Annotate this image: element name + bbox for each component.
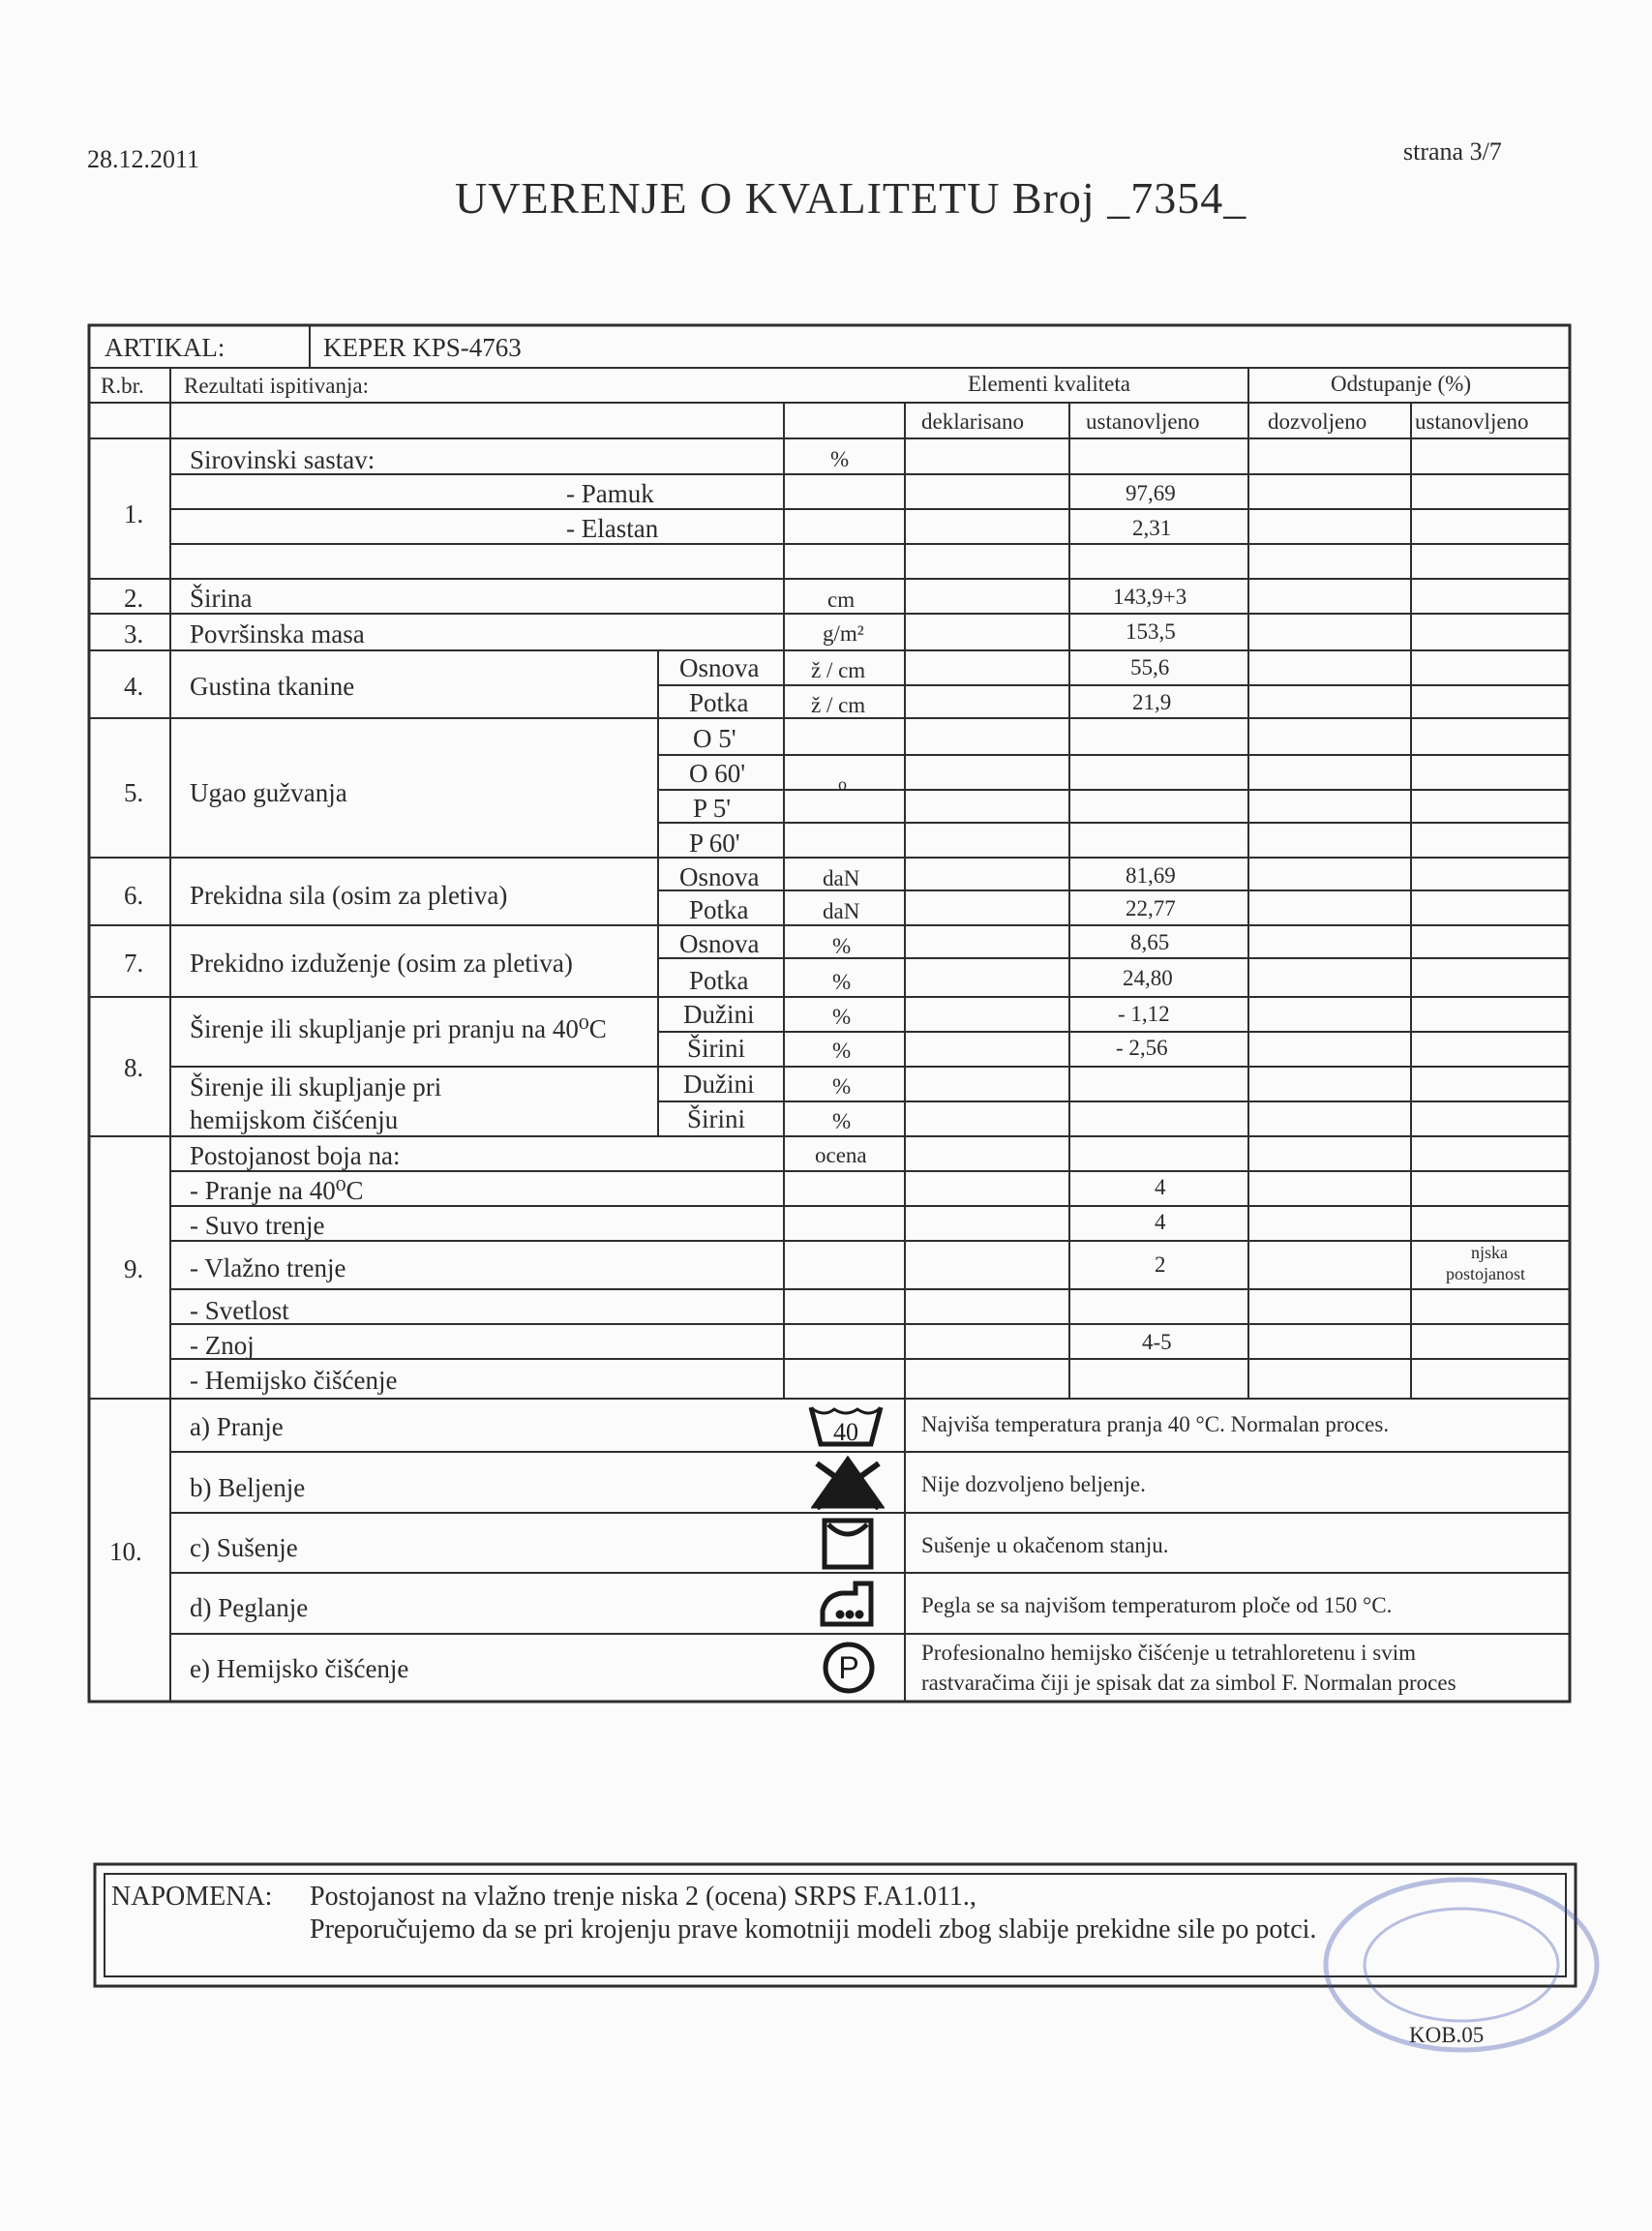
- document-title: UVERENJE O KVALITETU Broj _7354_: [455, 173, 1247, 223]
- row-name: Širenje ili skupljanje pri pranju na 40⁰C: [190, 1014, 607, 1043]
- row-number: 6.: [124, 881, 144, 910]
- row-sub-label: Potka: [689, 895, 749, 924]
- row-number: 4.: [124, 672, 144, 701]
- row-unit: o: [838, 774, 847, 794]
- row-value: 153,5: [1126, 619, 1176, 644]
- row-unit: %: [832, 1005, 852, 1029]
- row-value: 22,77: [1126, 896, 1176, 920]
- row-unit: daN: [823, 899, 860, 923]
- row-sub-label: - Pamuk: [566, 479, 654, 508]
- care-label: a) Pranje: [190, 1412, 284, 1441]
- col-allowed: dozvoljeno: [1268, 409, 1367, 434]
- row-name: Prekidno izduženje (osim za pletiva): [190, 949, 573, 978]
- row-unit: %: [832, 1109, 852, 1133]
- line-dry-icon: [821, 1517, 875, 1571]
- row-sub-label: Dužini: [683, 1070, 755, 1099]
- row-sub-label: Širini: [687, 1104, 746, 1133]
- row-name: Širenje ili skupljanje pri: [190, 1072, 442, 1101]
- col-rbr: R.br.: [101, 374, 144, 398]
- row-unit: ž / cm: [811, 658, 866, 682]
- row-name: Gustina tkanine: [190, 672, 355, 701]
- row-value: 97,69: [1126, 481, 1176, 505]
- row-sub-label: Dužini: [683, 1000, 755, 1029]
- row-unit: cm: [827, 588, 856, 612]
- row-sub-label: - Svetlost: [190, 1296, 289, 1325]
- row-value: 2: [1155, 1252, 1166, 1277]
- care-label: c) Sušenje: [190, 1533, 298, 1562]
- row-value: 24,80: [1123, 966, 1173, 990]
- dry-clean-letter: P: [838, 1650, 859, 1685]
- row-note: njska: [1471, 1243, 1508, 1262]
- row-number: 9.: [124, 1254, 144, 1283]
- row-sub-label: O 60': [689, 759, 746, 788]
- row-note: postojanost: [1446, 1264, 1526, 1283]
- row-number: 10.: [109, 1537, 142, 1566]
- row-value: 4: [1155, 1175, 1166, 1199]
- row-sub-label: Širini: [687, 1034, 746, 1063]
- row-name: Postojanost boja na:: [190, 1141, 401, 1170]
- row-sub-label: P 5': [693, 794, 732, 823]
- col-elements: Elementi kvaliteta: [968, 372, 1130, 396]
- note-line-1: Postojanost na vlažno trenje niska 2 (ocena) SRPS F.A1.011.,: [310, 1882, 976, 1912]
- row-number: 5.: [124, 778, 144, 807]
- iron-icon: [817, 1578, 879, 1630]
- row-sub-label: - Suvo trenje: [190, 1211, 325, 1240]
- row-sub-label: - Znoj: [190, 1331, 255, 1360]
- row-unit: daN: [823, 866, 860, 890]
- care-description: rastvaračima čiji je spisak dat za simbol F. Normalan proces: [921, 1671, 1457, 1695]
- washing-40-icon: [805, 1402, 886, 1448]
- row-sub-label: P 60': [689, 829, 740, 858]
- artikal-label: ARTIKAL:: [105, 333, 225, 362]
- col-deviation: Odstupanje (%): [1331, 372, 1471, 396]
- row-value: 55,6: [1130, 655, 1170, 679]
- row-sub-label: Potka: [689, 688, 749, 717]
- washing-temp: 40: [833, 1418, 858, 1446]
- row-sub-label: - Vlažno trenje: [190, 1253, 346, 1282]
- care-description: Pegla se sa najvišom temperaturom ploče od 150 °C.: [921, 1593, 1393, 1617]
- row-value: 81,69: [1126, 863, 1176, 888]
- col-results: Rezultati ispitivanja:: [184, 374, 369, 398]
- document-date: 28.12.2011: [87, 145, 200, 173]
- care-label: e) Hemijsko čišćenje: [190, 1654, 409, 1683]
- row-value: 2,31: [1132, 516, 1172, 540]
- care-description: Najviša temperatura pranja 40 °C. Normalan proces.: [921, 1412, 1390, 1436]
- row-sub-label: - Elastan: [566, 514, 659, 543]
- row-value: - 1,12: [1118, 1002, 1170, 1026]
- dry-clean-p-icon: [821, 1640, 877, 1696]
- row-unit: %: [830, 447, 850, 471]
- row-sub-label: Potka: [689, 966, 749, 995]
- col-established-deviation: ustanovljeno: [1415, 409, 1529, 434]
- row-number: 7.: [124, 949, 144, 978]
- page-number: strana 3/7: [1403, 137, 1502, 166]
- row-number: 1.: [124, 499, 144, 528]
- row-sub-label: O 5': [693, 724, 736, 753]
- row-name: Prekidna sila (osim za pletiva): [190, 881, 508, 910]
- row-number: 3.: [124, 619, 144, 648]
- row-value: 21,9: [1132, 690, 1172, 714]
- row-sub-label: - Hemijsko čišćenje: [190, 1366, 398, 1395]
- row-unit: %: [832, 934, 852, 958]
- note-label: NAPOMENA:: [111, 1882, 273, 1912]
- row-value: 4: [1155, 1210, 1166, 1234]
- row-name: Ugao gužvanja: [190, 778, 347, 807]
- row-name: Površinska masa: [190, 619, 365, 648]
- row-value: 8,65: [1130, 930, 1170, 954]
- row-name: hemijskom čišćenju: [190, 1105, 399, 1134]
- row-unit: ocena: [815, 1143, 867, 1167]
- care-label: b) Beljenje: [190, 1473, 306, 1502]
- form-code: KOB.05: [1409, 2023, 1485, 2047]
- care-description: Profesionalno hemijsko čišćenje u tetrahloretenu i svim: [921, 1641, 1416, 1665]
- row-value: 143,9+3: [1113, 585, 1187, 609]
- row-number: 8.: [124, 1053, 144, 1082]
- care-description: Sušenje u okačenom stanju.: [921, 1533, 1169, 1557]
- row-unit: %: [832, 970, 852, 994]
- row-number: 2.: [124, 584, 144, 613]
- no-bleach-icon: [811, 1456, 885, 1510]
- col-established: ustanovljeno: [1086, 409, 1200, 434]
- row-value: - 2,56: [1116, 1036, 1168, 1060]
- row-sub-label: - Pranje na 40⁰C: [190, 1176, 364, 1205]
- row-unit: %: [832, 1074, 852, 1099]
- note-line-2: Preporučujemo da se pri krojenju prave komotniji modeli zbog slabije prekidne sile po potci.: [310, 1914, 1317, 1945]
- row-unit: ž / cm: [811, 693, 866, 717]
- row-sub-label: Osnova: [679, 929, 760, 958]
- row-unit: %: [832, 1039, 852, 1063]
- row-sub-label: Osnova: [679, 653, 760, 682]
- row-value: 4-5: [1142, 1330, 1172, 1354]
- row-name: Sirovinski sastav:: [190, 445, 375, 474]
- care-label: d) Peglanje: [190, 1593, 309, 1622]
- care-description: Nije dozvoljeno beljenje.: [921, 1472, 1146, 1496]
- col-declared: deklarisano: [921, 409, 1025, 434]
- row-name: Širina: [190, 584, 253, 613]
- artikal-value: KEPER KPS-4763: [323, 333, 522, 362]
- row-sub-label: Osnova: [679, 862, 760, 891]
- row-unit: g/m²: [823, 621, 864, 646]
